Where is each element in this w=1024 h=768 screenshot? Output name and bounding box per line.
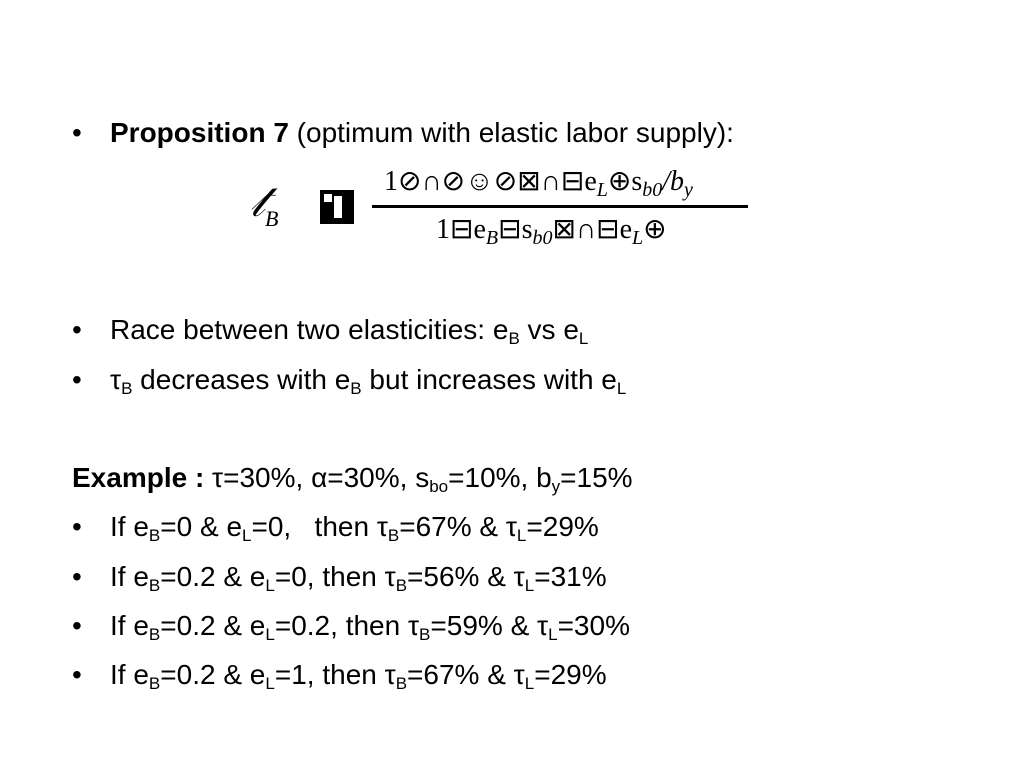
formula-numerator: $1⊘\cap⊘☺⊘⊠\cap⊟e_L\oplus s_{b0}/b_y$ (384, 166, 693, 201)
formula-equals-glyph (320, 190, 354, 224)
bullet-marker: • (72, 511, 82, 542)
bullet-text: If $e_B=0$ & $e_L=0$, then $\tau_B=67\%$ & $\tau_L=29\%$ (110, 511, 599, 545)
bullet-text: If $e_B=0.2$ & $e_L=0.2$, then $\tau_B=59\%$ & $\tau_L=30\%$ (110, 610, 630, 644)
example-label: Example : (72, 462, 205, 493)
bullet-text: $\tau_B$ decreases with $e_B$ but increases with $e_L$ (110, 364, 627, 398)
formula (250, 160, 770, 260)
bullet-marker: • (72, 364, 82, 395)
formula-fraction-bar (372, 205, 748, 208)
bullet-marker: • (72, 117, 82, 148)
formula-lhs: 𝓉$_B$ (250, 177, 279, 231)
bullet-text: Race between two elasticities: $e_B$ vs $e_L$ (110, 314, 589, 348)
bullet-text: If $e_B=0.2$ & $e_L=0$, then $\tau_B=56\%$ & $\tau_L=31\%$ (110, 561, 607, 595)
proposition-title: Proposition 7 (110, 117, 289, 148)
bullet-text: If $e_B=0.2$ & $e_L=1$, then $\tau_B=67\%$ & $\tau_L=29\%$ (110, 659, 607, 693)
formula-denominator: $1⊟e_B⊟s_{b0}⊠\cap⊟e_L\oplus$ (436, 214, 667, 249)
proposition-text (110, 116, 734, 150)
example-text: Example : τ=30%, α=30%, $s_{bo}=10\%$, $b_y=15\%$ (72, 462, 633, 496)
proposition-description: (optimum with elastic labor supply): (288, 117, 734, 148)
bullet-marker: • (72, 659, 82, 690)
bullet-marker: • (72, 561, 82, 592)
bullet-marker: • (72, 314, 82, 345)
bullet-marker: • (72, 610, 82, 641)
